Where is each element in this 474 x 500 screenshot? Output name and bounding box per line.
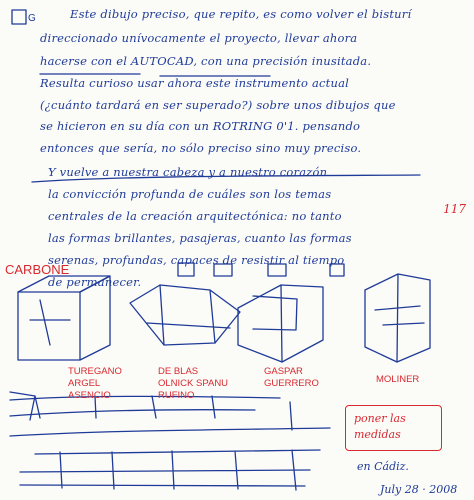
text-line-8: Y vuelve a nuestra cabeza y a nuestro corazón	[48, 165, 328, 179]
label-carbone: CARBONE	[5, 262, 70, 277]
building-carbone-detail	[30, 300, 70, 345]
building-moliner-edges	[375, 274, 424, 362]
label-asencio: ASENCIO	[68, 390, 111, 401]
red-box-note-line-1: poner las	[354, 412, 406, 425]
margin-mark-letter: G	[28, 13, 36, 24]
label-gaspar: GASPAR	[264, 366, 303, 377]
text-line-1: Este dibujo preciso, que repito, es como volver el bisturí	[70, 7, 412, 21]
text-line-5: (¿cuánto tardará en ser superado?) sobre unos dibujos que	[40, 98, 396, 112]
text-line-9: la convicción profunda de cuáles son los temas	[48, 187, 332, 201]
label-guerrero: GUERRERO	[264, 378, 319, 389]
building-gaspar-edges	[253, 285, 297, 362]
text-line-2: direccionado unívocamente el proyecto, llevar ahora	[40, 31, 358, 45]
building-de-blas-edges	[160, 285, 215, 345]
red-box-note	[345, 405, 442, 451]
text-line-11: las formas brillantes, pasajeras, cuanto las formas	[48, 231, 352, 245]
building-carbone	[18, 292, 80, 360]
building-de-blas	[130, 285, 240, 345]
building-de-blas-detail	[147, 323, 230, 328]
text-line-13: de permanecer.	[48, 275, 142, 289]
label-olnick-spanu: OLNICK SPANU	[158, 378, 229, 389]
red-box-note-line-2: medidas	[354, 428, 401, 441]
text-line-10: centrales de la creación arquitectónica: no tanto	[48, 209, 342, 223]
text-line-6: se hicieron en su día con un ROTRING 0'1. pensando	[40, 119, 361, 133]
page-number: 117	[443, 202, 466, 216]
label-turegano: TUREGANO	[68, 366, 122, 377]
plan-lines	[10, 396, 330, 436]
signature-place: en Cádiz.	[357, 460, 409, 473]
text-line-3: hacerse con el AUTOCAD, con una precisión inusitada.	[40, 54, 372, 68]
signature-date: July 28 · 2008	[380, 483, 458, 496]
label-moliner: MOLINER	[376, 374, 420, 385]
text-line-12: serenas, profundas, capaces de resistir al tiempo	[48, 253, 345, 267]
label-argel: ARGEL	[68, 378, 101, 389]
label-rufino: RUFINO	[158, 390, 195, 401]
margin-mark-box	[12, 10, 26, 24]
text-line-4: Resulta curioso usar ahora este instrumento actual	[40, 76, 349, 90]
label-de-blas: DE BLAS	[158, 366, 199, 377]
text-line-7: entonces que sería, no sólo preciso sino muy preciso.	[40, 141, 362, 155]
